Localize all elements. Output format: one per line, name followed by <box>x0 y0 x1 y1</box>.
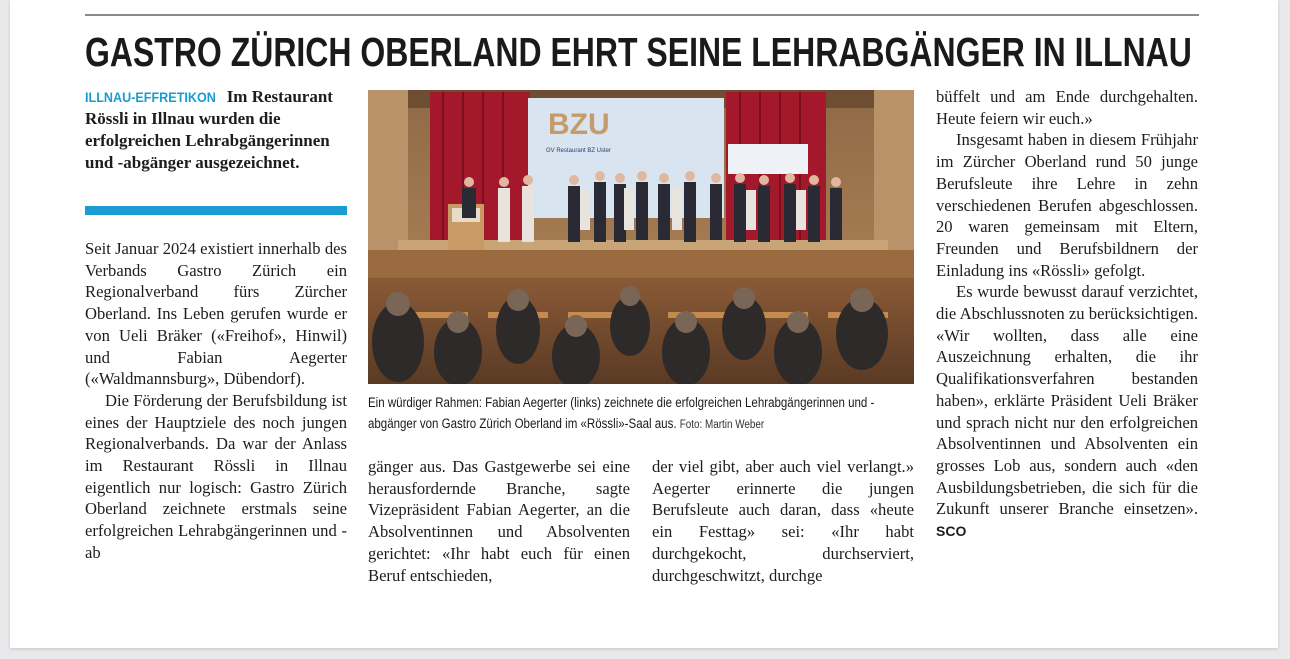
article-column-4 <box>936 86 1198 543</box>
paragraph <box>936 281 1198 542</box>
author-signature: SCO <box>936 523 967 540</box>
top-rule <box>85 14 1199 16</box>
paragraph: gänger aus. Das Gastgewerbe sei eine herausfordernde Branche, sagte Vizepräsident Fabian Aegerter, an die Absolventinnen und Absolventen gerichtet: «Ihr habt euch für einen Beruf entschieden, <box>368 457 630 585</box>
photo-caption <box>368 392 901 436</box>
paragraph: der viel gibt, aber auch viel verlangt.» Aegerter erinnerte die jungen Berufsleute auch daran, dass «heute ein Festtag» sei: «Ihr habt durchgekocht, durchserviert, durchgeschwitzt, durchge <box>652 457 914 585</box>
article-column-2 <box>368 456 630 586</box>
screen-logo: BZU <box>548 108 610 141</box>
paragraph-text: Es wurde bewusst darauf verzichtet, die Abschlussnoten zu berücksichtigen. «Wir wollten, dass alle eine Auszeichnung erhalten, die ihr Qualifikationsverfahren bestanden haben», erklärte Präsident Ueli Bräker und sprach nicht nur den erfolgreichen Absolventinnen und Absolventen ein grosses Lob aus, sondern auch «den Ausbildungsbetrieben, die sich für die Zukunft unserer Branche einsetzen». <box>936 282 1198 519</box>
article-headline: GASTRO ZÜRICH OBERLAND EHRT SEINE LEHRABGÄNGER IN ILLNAU <box>85 29 1192 75</box>
event-photo <box>368 90 914 384</box>
lead-text: Im Restaurant Rössli in Illnau wurden die erfolgreichen Lehrabgängerinnen und -abgänger ausgezeichnet. <box>85 87 333 172</box>
paragraph: Die Förderung der Berufsbildung ist eines der Hauptziele des noch jungen Regionalverbands. Da war der Anlass im Restaurant Rössli in Illnau eigentlich nur logisch: Gastro Zürich Oberland zeichnete erstmals seine erfolgreichen Lehrabgängerinnen und -ab <box>85 390 347 562</box>
article-lead <box>85 86 347 174</box>
article-column-1 <box>85 238 347 564</box>
paragraph: Seit Januar 2024 existiert innerhalb des Verbands Gastro Zürich ein Regionalverband fürs Zürcher Oberland. Ins Leben gerufen wurde er von Ueli Bräker («Freihof», Hinwil) und Fabian Aegerter («Waldmannsburg», Dübendorf). <box>85 239 347 389</box>
screen-subtitle: GV Restaurant BZ Uster <box>546 148 612 154</box>
dateline: ILLNAU-EFFRETIKON <box>85 89 216 105</box>
paragraph: büffelt und am Ende durchgehalten. Heute feiern wir euch.» <box>936 87 1198 128</box>
caption-text: Ein würdiger Rahmen: Fabian Aegerter (links) zeichnete die erfolgreichen Lehrabgängerinnen und -abgänger von Gastro Zürich Oberland im «Rössli»-Saal aus. <box>368 395 875 431</box>
article-column-3 <box>652 456 914 586</box>
paragraph: Insgesamt haben in diesem Frühjahr im Zürcher Oberland rund 50 junge Berufsleute ihre Lehre in zehn verschiedenen Berufen abgeschlossen. 20 waren gemeinsam mit Eltern, Freunden und Berufsbildnern der Einladung ins «Rössli» gefolgt. <box>936 130 1198 280</box>
lead-accent-bar <box>85 206 347 215</box>
photo-credit: Foto: Martin Weber <box>679 419 765 431</box>
